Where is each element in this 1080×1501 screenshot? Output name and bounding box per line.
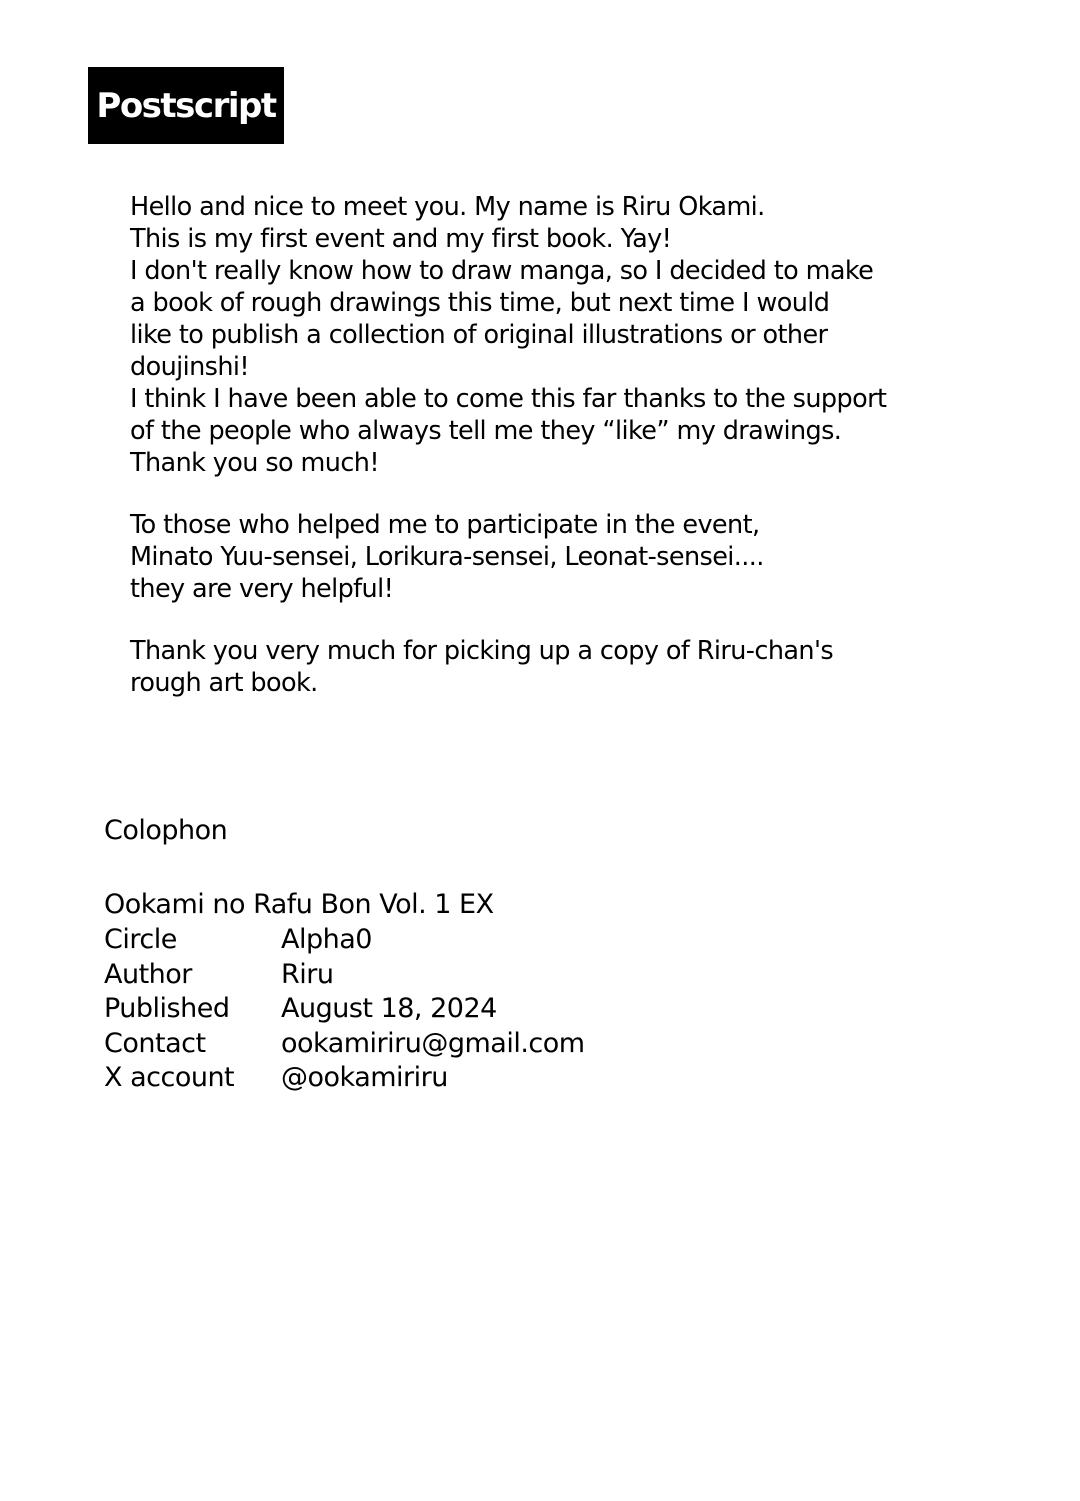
- text-line: To those who helped me to participate in the event,: [130, 510, 760, 540]
- detail-value: Riru: [281, 958, 334, 990]
- detail-label: Circle: [104, 924, 177, 955]
- book-title: Ookami no Rafu Bon Vol. 1 EX: [104, 889, 494, 920]
- x-account-handle: @ookamiriru: [281, 1062, 448, 1094]
- text-line: I don't really know how to draw manga, so I decided to make: [130, 256, 874, 286]
- detail-label: Author: [104, 958, 192, 990]
- text-line: rough art book.: [130, 668, 318, 698]
- detail-label: X account: [104, 1062, 235, 1094]
- paragraph-gap: [130, 605, 1010, 635]
- detail-value: August 18, 2024: [281, 993, 497, 1025]
- text-line: a book of rough drawings this time, but next time I would: [130, 288, 830, 318]
- detail-row-circle: [104, 923, 585, 958]
- detail-value: Alpha0: [281, 924, 372, 955]
- text-line: I think I have been able to come this far thanks to the support: [130, 384, 887, 414]
- contact-email: ookamiriru@gmail.com: [281, 1027, 585, 1059]
- text-line: like to publish a collection of original illustrations or other: [130, 320, 828, 350]
- colophon-heading: Colophon: [104, 815, 228, 846]
- detail-label: Published: [104, 993, 230, 1025]
- text-line: they are very helpful!: [130, 574, 394, 604]
- postscript-body: [130, 191, 1010, 699]
- detail-row-contact: [104, 1027, 585, 1062]
- text-line: Thank you so much!: [130, 448, 379, 478]
- text-line: Hello and nice to meet you. My name is Riru Okami.: [130, 192, 765, 222]
- text-line: This is my first event and my first book. Yay!: [130, 224, 672, 254]
- postscript-paragraph: [130, 509, 1010, 605]
- text-line: doujinshi!: [130, 352, 250, 382]
- colophon-details: [104, 923, 585, 1096]
- text-line: Thank you very much for picking up a copy of Riru-chan's: [130, 636, 834, 666]
- text-line: of the people who always tell me they “like” my drawings.: [130, 416, 842, 446]
- detail-row-author: [104, 958, 585, 993]
- page-title: Postscript: [96, 85, 276, 126]
- detail-label: Contact: [104, 1027, 206, 1059]
- postscript-paragraph: [130, 191, 1010, 479]
- text-line: Minato Yuu-sensei, Lorikura-sensei, Leonat-sensei....: [130, 542, 764, 572]
- colophon-section: [104, 814, 227, 848]
- postscript-paragraph: [130, 635, 1010, 699]
- page-title-box: [88, 67, 284, 144]
- detail-row-published: [104, 992, 585, 1027]
- paragraph-gap: [130, 479, 1010, 509]
- detail-row-x-account: [104, 1061, 585, 1096]
